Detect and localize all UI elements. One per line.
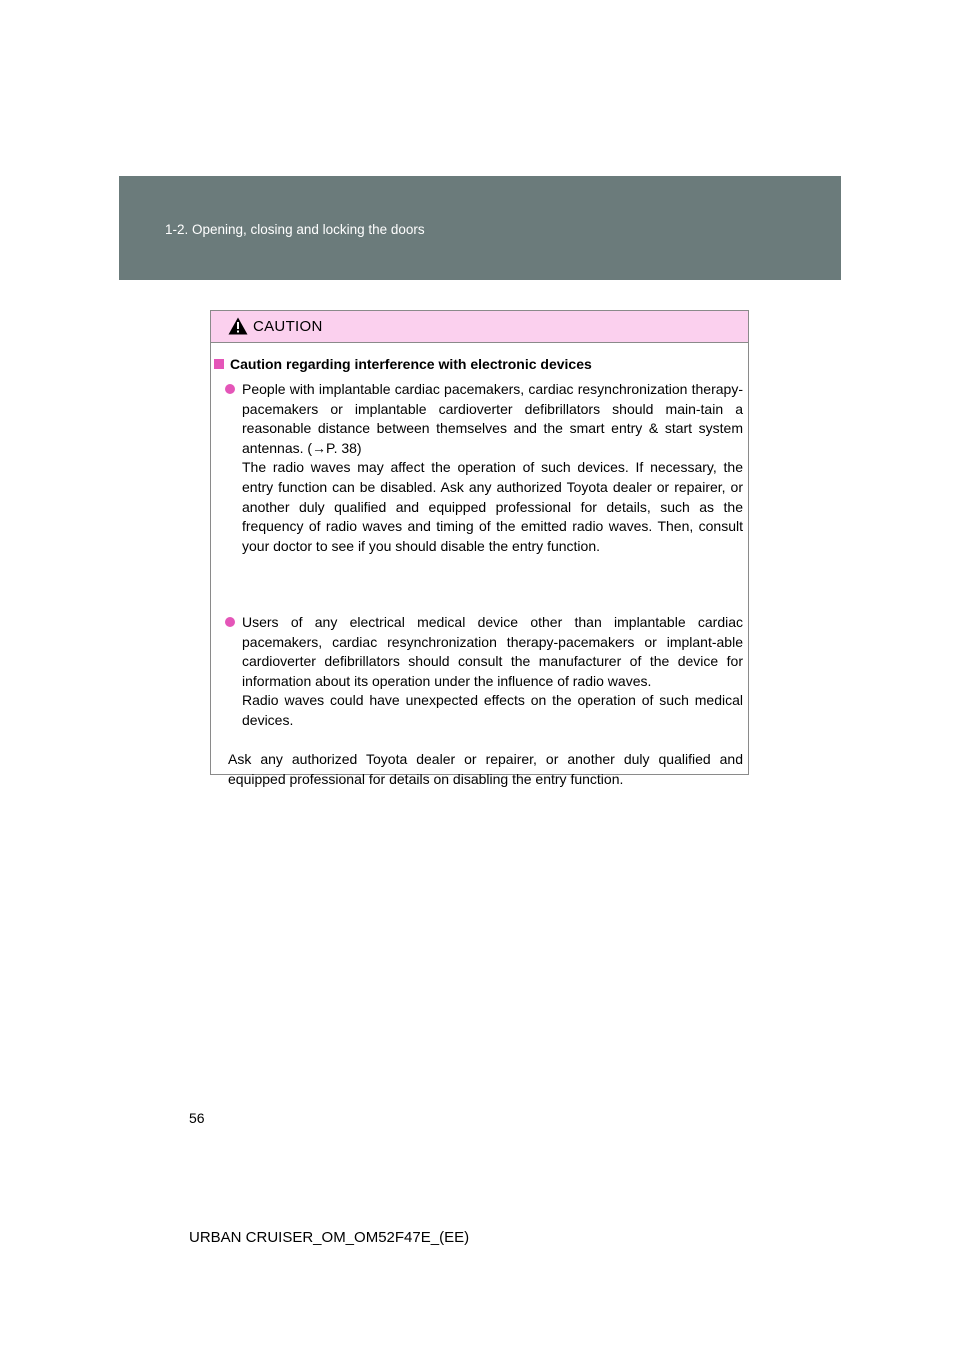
page-number: 56 [189,1110,205,1126]
caution-paragraph: Users of any electrical medical device other than implantable cardiac pacemakers, cardiac resynchronization therapy-pacemakers or implant-able cardioverter defibrillators should consult the manufacturer of the device for information about its operation under the influence of radio waves. [242,614,743,689]
caution-header [211,311,748,343]
caution-item [225,613,743,731]
header-band [119,176,841,280]
caution-paragraph: People with implantable cardiac pacemakers, cardiac resynchronization therapy-pacemakers or implantable cardioverter defibrillators should main-tain a reasonable distance between themselves and the smart entry & start system antennas. (→P. 38) [242,381,743,456]
round-bullet-icon [225,384,235,394]
caution-item-text [242,613,743,731]
section-title: 1-2. Opening, closing and locking the doors [165,222,425,237]
warning-triangle-icon [228,317,248,335]
subheading-text: Caution regarding interference with electronic devices [230,356,592,372]
caution-paragraph: Radio waves could have unexpected effects on the operation of such medical devices. [242,692,743,728]
caution-item [225,380,743,556]
caution-paragraph: The radio waves may affect the operation of such devices. If necessary, the entry function can be disabled. Ask any authorized Toyota dealer or repairer, or another duly qualified and equipped professional for details, such as the frequency of radio waves and timing of the emitted radio waves. Then, consult your doctor to see if you should disable the entry function. [242,459,743,554]
caution-box [210,310,749,787]
document-footer: URBAN CRUISER_OM_OM52F47E_(EE) [189,1229,470,1246]
caution-label: CAUTION [253,318,323,335]
caution-closing: Ask any authorized Toyota dealer or repairer, or another duly qualified and equipped professional for details on disabling the entry function. [228,751,743,787]
caution-item-text [242,380,743,556]
caution-subheading [214,354,592,374]
square-bullet-icon [214,359,224,369]
round-bullet-icon [225,617,235,627]
